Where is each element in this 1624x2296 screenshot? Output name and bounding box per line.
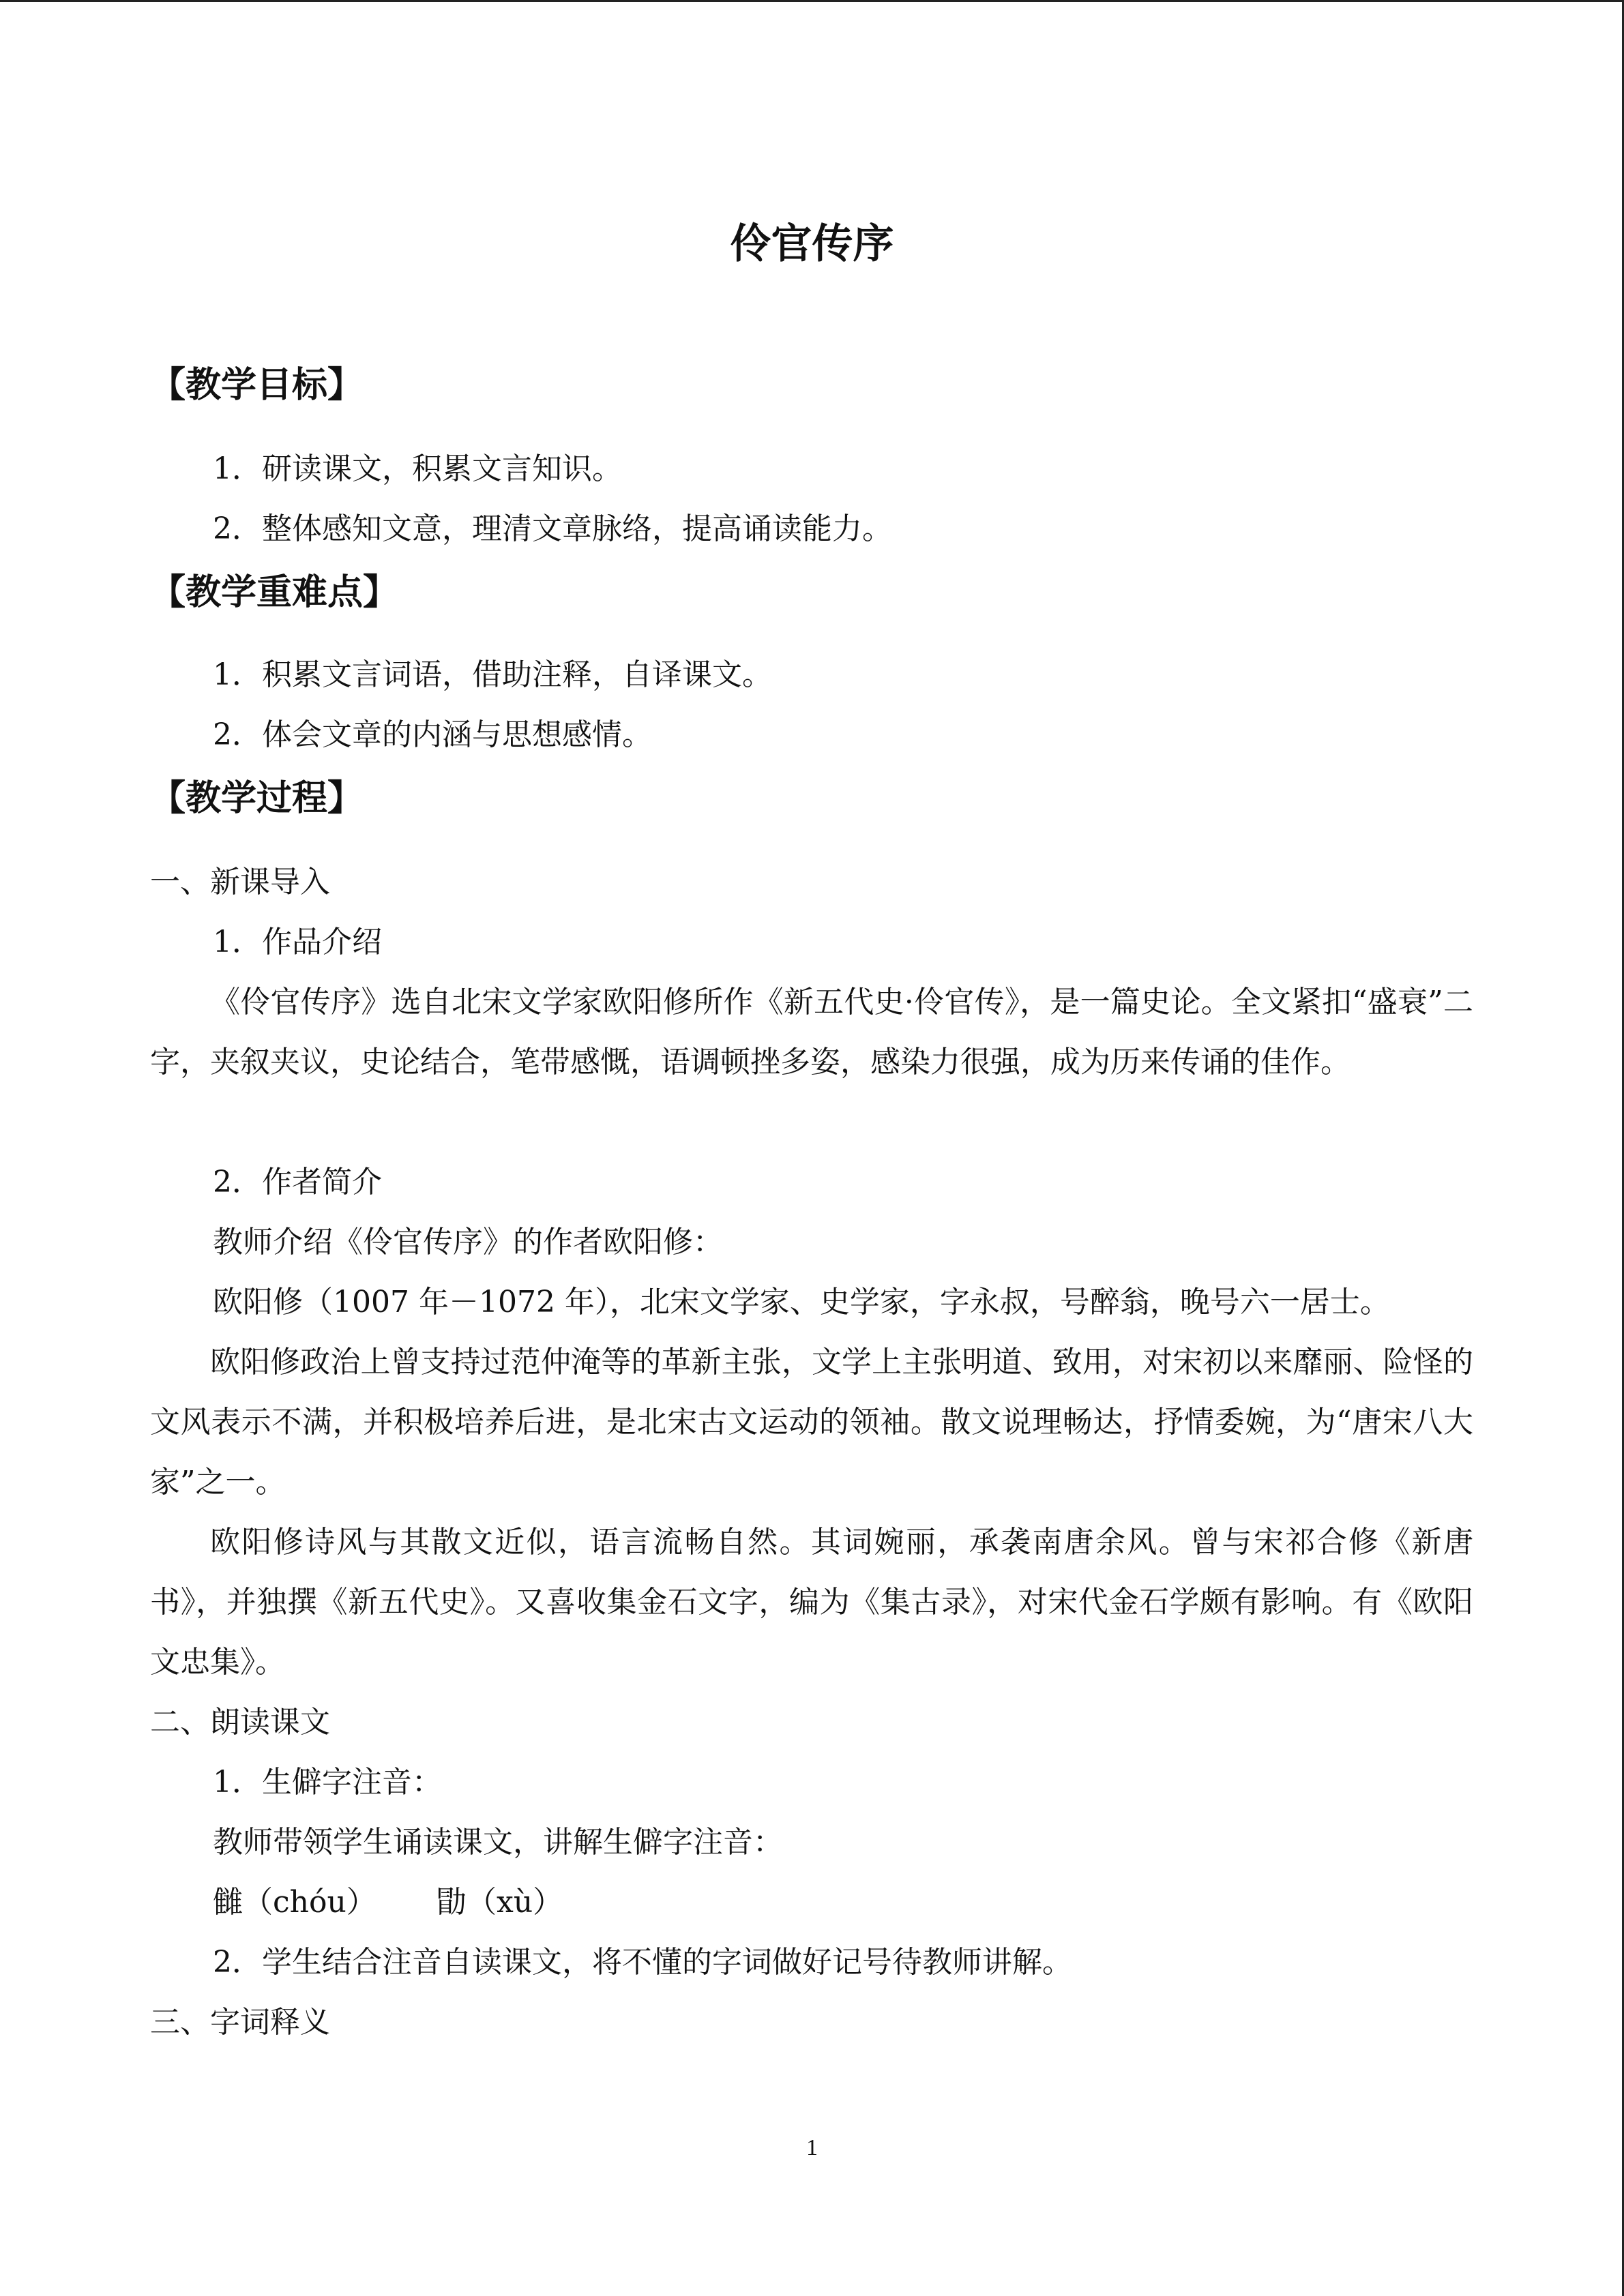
part2-sub2: 2．学生结合注音自读课文，将不懂的字词做好记号待教师讲解。 (213, 1945, 1072, 1980)
pinyin-item-1: 雠（chóu） (213, 1885, 377, 1920)
page-number: 1 (806, 2135, 818, 2160)
part2-lead: 教师带领学生诵读课文，讲解生僻字注音： (213, 1825, 783, 1860)
author-works-paragraph: 欧阳修诗风与其散文近似，语言流畅自然。其词婉丽，承袭南唐余风。曾与宋祁合修《新唐书》，并独撰《新五代史》。又喜收集金石文字，编为《集古录》，对宋代金石学颇有影响。有《欧阳文忠集》。 (150, 1525, 1473, 1680)
author-lead: 教师介绍《伶官传序》的作者欧阳修： (213, 1225, 723, 1259)
goal-item-1: 1．研读课文，积累文言知识。 (213, 451, 622, 486)
author-politics-paragraph: 欧阳修政治上曾支持过范仲淹等的革新主张，文学上主张明道、致用，对宋初以来靡丽、险怪的文风表示不满，并积极培养后进，是北宋古文运动的领袖。散文说理畅达，抒情委婉，为“唐宋八大家”之一。 (150, 1345, 1473, 1500)
part2-label: 二、朗读课文 (150, 1705, 330, 1740)
part1-sub1: 1．作品介绍 (213, 925, 382, 959)
part3-label: 三、字词释义 (150, 2005, 330, 2040)
goal-item-2: 2．整体感知文意，理清文章脉络，提高诵读能力。 (213, 511, 892, 546)
author-bio: 欧阳修（1007 年－1072 年），北宋文学家、史学家，字永叔，号醉翁，晚号六一居士。 (213, 1285, 1390, 1320)
part1-label: 一、新课导入 (150, 865, 330, 899)
section-heading-goals: 【教学目标】 (150, 365, 364, 406)
page-border-top (0, 0, 1624, 2)
section-heading-key-points: 【教学重难点】 (150, 572, 399, 613)
pinyin-item-2: 勖（xù） (437, 1885, 563, 1920)
section-heading-process: 【教学过程】 (150, 778, 364, 819)
part2-sub1: 1．生僻字注音： (213, 1765, 442, 1800)
document-title: 伶官传序 (730, 220, 894, 268)
part1-sub2: 2．作者简介 (213, 1165, 382, 1199)
intro-paragraph: 《伶官传序》选自北宋文学家欧阳修所作《新五代史·伶官传》，是一篇史论。全文紧扣“盛衰”二字，夹叙夹议，史论结合，笔带感慨，语调顿挫多姿，感染力很强，成为历来传诵的佳作。 (150, 985, 1473, 1079)
key-point-item-2: 2．体会文章的内涵与思想感情。 (213, 717, 652, 752)
key-point-item-1: 1．积累文言词语，借助注释，自译课文。 (213, 657, 772, 692)
